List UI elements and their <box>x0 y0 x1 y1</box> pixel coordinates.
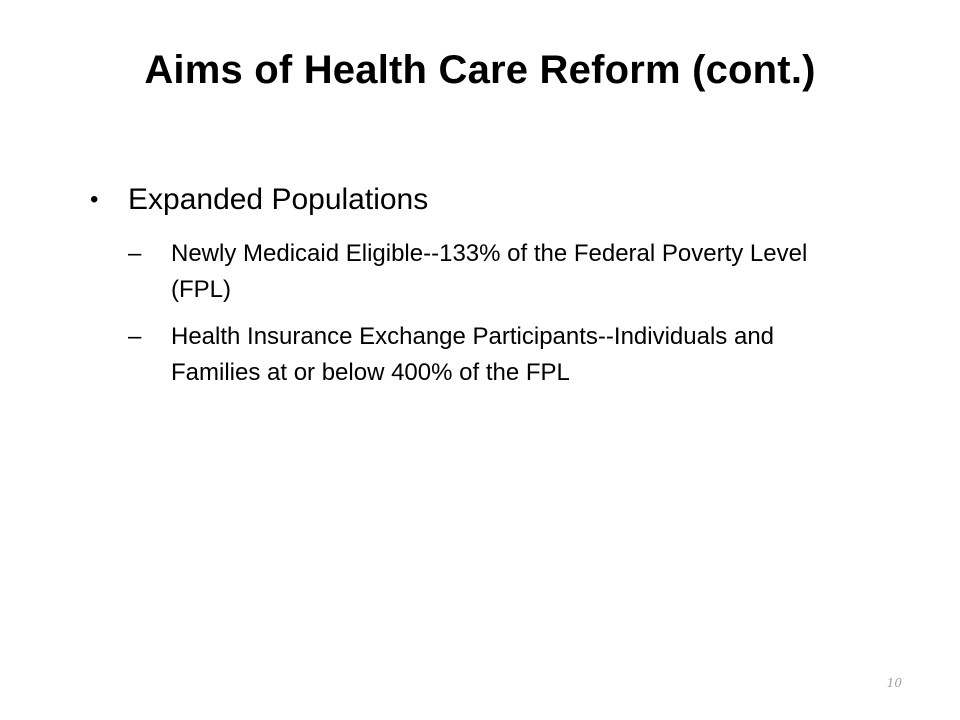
sub-bullet-list <box>128 236 870 391</box>
bullet-marker: • <box>90 186 99 213</box>
sub-bullet-item-exchange <box>128 319 870 391</box>
sub-bullet-text: Newly Medicaid Eligible--133% of the Federal Poverty Level (FPL) <box>171 240 808 303</box>
slide-title: Aims of Health Care Reform (cont.) <box>144 48 816 92</box>
dash-marker: – <box>128 323 142 350</box>
dash-marker: – <box>128 240 142 267</box>
sub-bullet-text: Health Insurance Exchange Participants--Individuals and Families at or below 400% of the FPL <box>171 323 775 386</box>
sub-bullet-item-medicaid <box>128 236 870 308</box>
page-number: 10 <box>886 676 902 690</box>
bullet-item-expanded-populations <box>90 176 870 391</box>
bullet-text: Expanded Populations <box>128 183 429 216</box>
bullet-list <box>90 176 870 402</box>
